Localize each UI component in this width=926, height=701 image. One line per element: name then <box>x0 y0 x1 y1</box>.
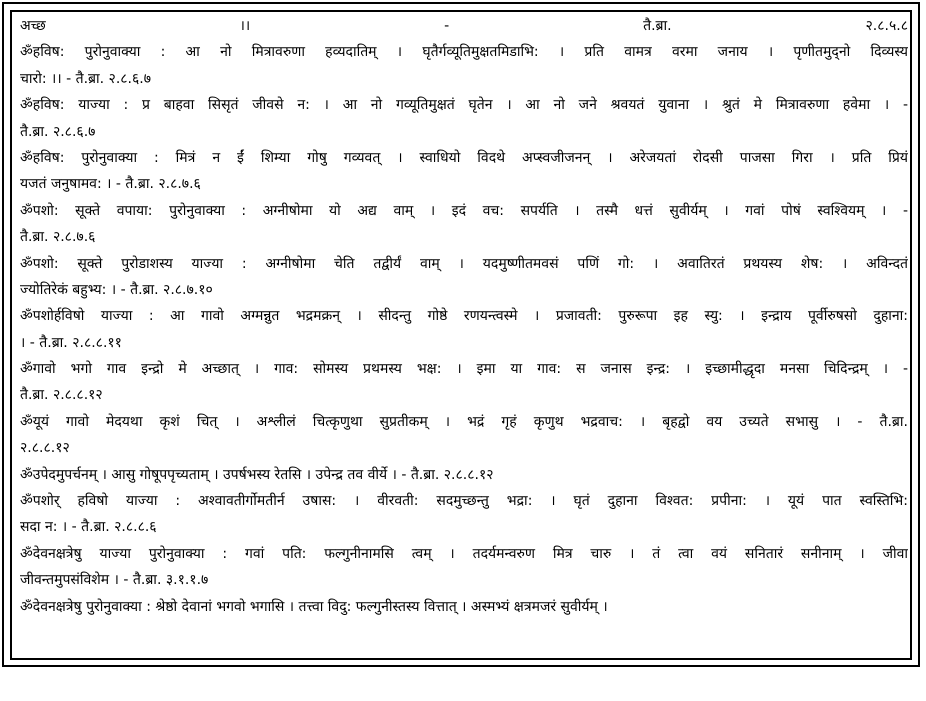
text-line: ॐदेवनक्षत्रेषु पुरोनुवाक्या : श्रेष्ठो देवानां भगवो भगासि । तत्त्वा विदु: फल्गुनीस्तस्य वित्तात् । अस्मभ्यं क्षत्रमजरं सुवीर्यम् । <box>20 598 608 615</box>
text-line: २.८.८.१२ <box>20 440 70 457</box>
text-line: ॐउपेदमुपर्चनम् । आसु गोषूपपृच्यताम् । उपर्षभस्य रेतसि । उपेन्द्र तव वीर्ये । - तै.ब्रा. २.८.८.१२ <box>20 466 494 483</box>
text-line: सदा न: । - तै.ब्रा. २.८.८.६ <box>20 519 157 536</box>
text-line: ॐपशो: सूक्ते वपाया: पुरोनुवाक्या : अग्नीषोमा यो अद्य वाम् । इदं वच: सपर्यति । तस्मै धत्तं सुवीर्यम् । गवां पोषं स्वश्वियम् । - <box>20 202 908 219</box>
inner-border <box>10 10 912 660</box>
document-text <box>20 13 908 620</box>
text-line: तै.ब्रा. २.८.६.७ <box>20 123 96 140</box>
text-line: जीवन्तमुपसंविशेम । - तै.ब्रा. ३.१.१.७ <box>20 572 209 589</box>
text-line: ॐदेवनक्षत्रेषु याज्या पुरोनुवाक्या : गवां पति: फल्गुनीनामसि त्वम् । तदर्यमन्वरुण मित्र चारु । तं त्वा वयं सनितारं सनीनाम् । जीवा <box>20 545 908 562</box>
text-line: ॐपशोर्हविषो याज्या : आ गावो अग्मन्नुत भद्रमक्रन् । सीदन्तु गोष्ठे रणयन्त्वस्मे । प्रजावती: पुरुरूपा इह स्यु: । इन्द्राय पूर्वीरुषसो दुहाना: <box>20 308 908 325</box>
text-line: । - तै.ब्रा. २.८.८.११ <box>20 334 122 351</box>
text-line: ॐयूयं गावो मेदयथा कृशं चित् । अश्लीलं चित्कृणुथा सुप्रतीकम् । भद्रं गृहं कृणुथ भद्रवाच: । बृहद्वो वय उच्यते सभासु । - तै.ब्रा. <box>20 413 908 430</box>
text-line: ॐहविष: पुरोनुवाक्या : मित्रं न ईं शिम्या गोषु गव्यवत् । स्वाधियो विदथे अप्स्वजीजनन् । अरेजयतां रोदसी पाजसा गिरा । प्रति प्रियं <box>20 149 908 166</box>
text-line: यजतं जनुषामव: । - तै.ब्रा. २.८.७.६ <box>20 176 201 193</box>
text-line: ॐहविष: पुरोनुवाक्या : आ नो मित्रावरुणा हव्यदातिम् । घृतैर्गव्यूतिमुक्षतमिडाभि: । प्रति वामत्र वरमा जनाय । पृणीतमुद्नो दिव्यस्य <box>20 44 908 61</box>
text-line: ॐपशोर् हविषो याज्या : अश्वावतीर्गोमतीर्न उषास: । वीरवती: सदमुच्छन्तु भद्रा: । घृतं दुहाना विश्वत: प्रपीना: । यूयं पात स्वस्तिभि: <box>20 493 908 510</box>
text-line: ज्योतिरेकं बहुभ्य: । - तै.ब्रा. २.८.७.१० <box>20 281 213 298</box>
text-line: तै.ब्रा. २.८.७.६ <box>20 229 96 246</box>
text-line: ॐहविष: याज्या : प्र बाहवा सिसृतं जीवसे न: । आ नो गव्यूतिमुक्षतं घृतेन । आ नो जने श्रवयतं युवाना । श्रुतं मे मित्रावरुणा हवेमा । - <box>20 97 908 114</box>
text-line: तै.ब्रा. २.८.८.१२ <box>20 387 103 404</box>
text-line: ॐपशो: सूक्ते पुरोडाशस्य याज्या : अग्नीषोमा चेति तद्वीर्यं वाम् । यदमुष्णीतमवसं पणिं गो: । अवातिरतं प्रथयस्य शेष: । अविन्दतं <box>20 255 908 272</box>
text-line: ॐगावो भगो गाव इन्द्रो मे अच्छात् । गाव: सोमस्य प्रथमस्य भक्ष: । इमा या गाव: स जनास इन्द्र: । इच्छामीद्धृदा मनसा चिदिन्द्रम् । - <box>20 361 908 378</box>
text-line: चारो: ।। - तै.ब्रा. २.८.६.७ <box>20 70 152 87</box>
text-line: अच्छ ।। - तै.ब्रा. २.८.५.८ <box>20 18 908 34</box>
outer-border <box>2 2 920 667</box>
